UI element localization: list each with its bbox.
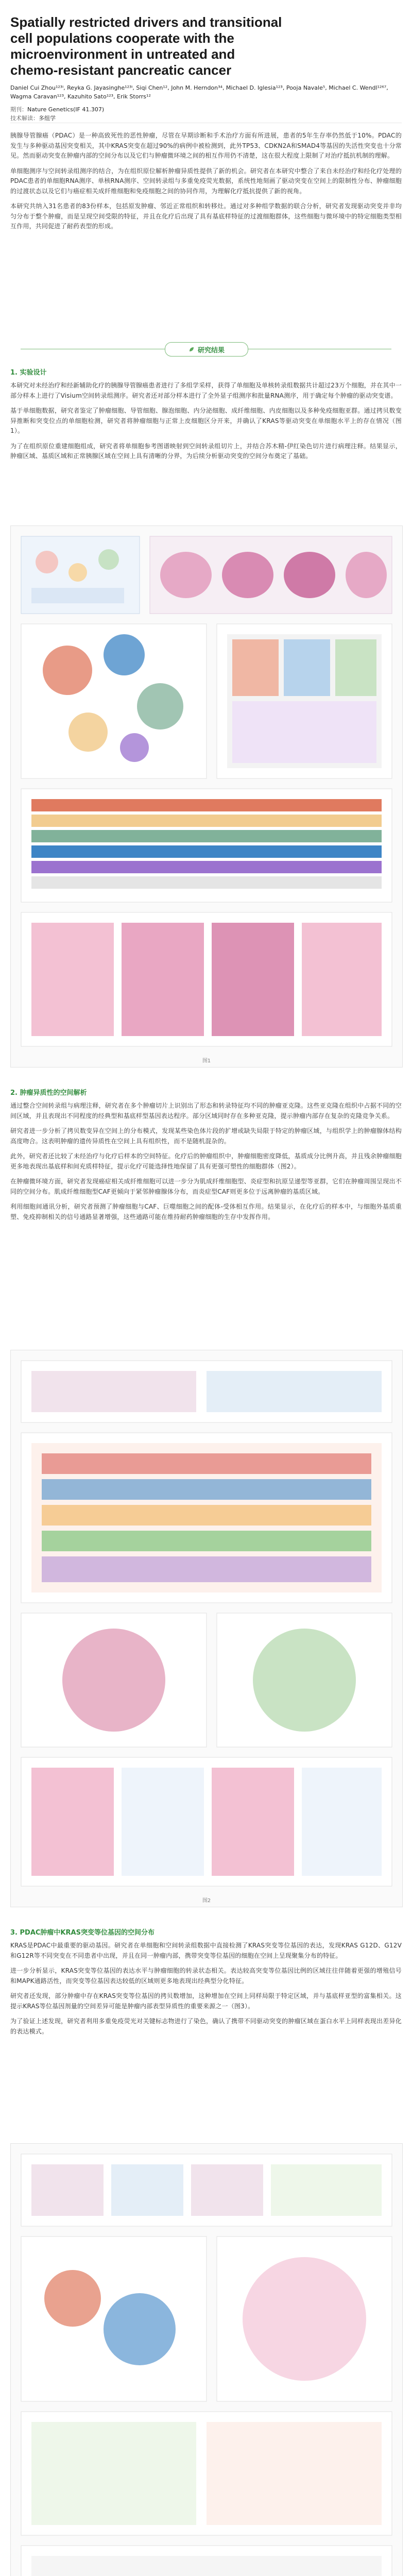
body-paragraph: 基于单细胞数据，研究者鉴定了肿瘤细胞、导管细胞、腺泡细胞、内分泌细胞、成纤维细胞、内皮细胞以及多种免疫细胞亚群。通过拷贝数变异推断和突变位点的单细胞检测，研究者将肿瘤细胞与正常上皮细胞区分开来，并确认了KRAS等驱动突变在单细胞水平上的存在情况（图1）。 — [10, 407, 402, 434]
body-paragraph: 进一步分析显示，KRAS突变等位基因的表达水平与肿瘤细胞的转录状态相关。表达较高突变等位基因比例的区域往往伴随着更强的增殖信号和MAPK通路活性，而突变等位基因表达较低的区域则更多地表现出经典型分化特征。 — [10, 1967, 402, 1985]
body-paragraph: KRAS是PDAC中最重要的驱动基因。研究者在单细胞和空间转录组数据中直接检测了KRAS突变等位基因的表达，发现KRAS G12D、G12V和G12R等不同突变在不同患者中出现，并且在同一肿瘤内部，携带突变等位基因的细胞在空间上呈现聚集分布的特征。 — [10, 1942, 402, 1959]
figure-2-graphic — [11, 1350, 401, 1896]
article-title: Spatially restricted drivers and transitional cell populations cooperate with the microenvironment in untreated and chemo-resistant pancreatic cancer — [10, 14, 282, 78]
section-banner — [0, 340, 412, 358]
figure-caption: 图2 — [202, 1898, 211, 1904]
body-paragraph: 在肿瘤微环境方面，研究者发现癌症相关成纤维细胞可以进一步分为肌成纤维细胞型、炎症型和抗原呈递型等亚群，它们在肿瘤周围呈现出不同的空间分布。肌成纤维细胞型CAF更倾向于紧邻肿瘤腺体分布，而炎症型CAF则更多位于远离肿瘤的基质区域。 — [10, 1178, 402, 1195]
body-paragraph: 利用细胞间通讯分析，研究者预测了肿瘤细胞与CAF、巨噬细胞之间的配体-受体相互作用。结果显示，在化疗后的样本中，与细胞外基质重塑、免疫抑制相关的信号通路显著增强，这些通路可能在维持耐药肿瘤细胞的生存中发挥作用。 — [10, 1203, 402, 1221]
body-paragraph: 为了在组织原位重建细胞组成，研究者将单细胞参考图谱映射到空间转录组切片上，并结合苏木精-伊红染色切片进行病理注释。结果显示，肿瘤区域、基质区域和正常胰腺区域在空间上具有清晰的分界，为后续分析驱动突变的空间分布奠定了基础。 — [10, 442, 402, 460]
result-2 — [10, 1087, 402, 1227]
intro-text — [10, 131, 402, 237]
result-1 — [10, 367, 402, 467]
figure-3 — [10, 2143, 403, 2576]
result-3 — [10, 1927, 402, 2042]
figure-1-graphic — [11, 526, 401, 1057]
body-paragraph: 本研究对未经治疗和经新辅助化疗的胰腺导管腺癌患者进行了多组学采样，获得了单细胞及单核转录组数据共计超过23万个细胞，并在其中一部分样本上进行了Visium空间转录组测序。研究者还对部分样本进行了全外显子组测序和批量RNA测序，用于确定每个肿瘤的驱动突变谱。 — [10, 382, 402, 399]
section-heading: 3. PDAC肿瘤中KRAS突变等位基因的空间分布 — [10, 1929, 154, 1937]
figure-caption: 图1 — [202, 1058, 211, 1064]
translator-info: 技术解读：多组学 — [10, 115, 56, 122]
author-list: Daniel Cui Zhou¹²³ⁱ, Reyka G. Jayasinghe¹²³ⁱ, Siqi Chen¹², John M. Herndon³⁴, Michael D. Iglesia¹²³, Pooja Navale⁵, Michael C. Wendl¹²⁶⁷, Wagma Caravan¹²³, Kazuhito Sato¹²³, Erik Storrs¹² — [10, 84, 388, 100]
section-heading: 1. 实验设计 — [10, 369, 47, 377]
body-paragraph: 为了验证上述发现，研究者利用多重免疫荧光对关键标志物进行了染色，确认了携带不同驱动突变的肿瘤区域在蛋白水平上同样表现出差异化的表达模式。 — [10, 2018, 402, 2035]
body-paragraph: 研究者还发现，部分肿瘤中存在KRAS突变等位基因的拷贝数增加，这种增加在空间上同样局限于特定区域，并与基底样亚型的富集相关。这提示KRAS等位基因剂量的空间差异可能是肿瘤内部表型异质性的重要来源之一（图3）。 — [10, 1992, 402, 2010]
figure-2 — [10, 1350, 403, 1907]
figure-1 — [10, 526, 403, 1067]
figure-3-graphic — [11, 2144, 401, 2576]
leaf-icon — [188, 346, 195, 352]
intro-paragraph: 本研究共纳入31名患者的83份样本，包括原发肿瘤、邻近正常组织和转移灶。通过对多种组学数据的联合分析，研究者发现驱动突变并非均匀分布于整个肿瘤，而是呈现空间受限的特征，并且在化疗后出现了具有基底样特征的过渡细胞群体，这些细胞与微环境中的特定细胞类型相互作用，共同促进了耐药表型的形成。 — [10, 202, 402, 230]
body-paragraph: 通过整合空间转录组与病理注释，研究者在多个肿瘤切片上识别出了形态和转录特征均不同的肿瘤亚克隆。这些亚克隆在组织中占据不同的空间区域，并且表现出不同程度的经典型和基底样型基因表达程序。部分区域同时存在多种亚克隆，提示肿瘤内部存在复杂的克隆竞争关系。 — [10, 1102, 402, 1120]
intro-paragraph: 胰腺导管腺癌（PDAC）是一种高致死性的恶性肿瘤，尽管在早期诊断和手术治疗方面有所进展，患者的5年生存率仍然低于10%。PDAC的发生与多种驱动基因突变相关，其中KRAS突变在超过90%的病例中被检测到，此外TP53、CDKN2A和SMAD4等基因的失活性突变也十分常见。然而驱动突变在肿瘤内部的空间分布以及它们与肿瘤微环境之间的相互作用仍不清楚，这在很大程度上限制了对治疗抵抗机制的理解。 — [10, 132, 402, 159]
intro-paragraph: 单细胞测序与空间转录组测序的结合，为在组织原位解析肿瘤异质性提供了新的机会。研究者在本研究中整合了来自未经治疗和经化疗处理的PDAC患者的单细胞RNA测序、单核RNA测序、空间转录组与多重免疫荧光数据，系统性地刻画了驱动突变在空间上的限制性分布、肿瘤细胞的过渡状态以及它们与癌症相关成纤维细胞和免疫细胞之间的协同作用，为理解化疗抵抗提供了新的视角。 — [10, 167, 402, 195]
section-heading: 2. 肿瘤异质性的空间解析 — [10, 1089, 87, 1097]
article-header — [10, 14, 402, 123]
banner-label: 研究结果 — [197, 346, 225, 354]
body-paragraph: 研究者进一步分析了拷贝数变异在空间上的分布模式，发现某些染色体片段的扩增或缺失局限于特定的肿瘤区域，与组织学上的肿瘤腺体结构高度吻合。这表明肿瘤的遗传异质性在空间上具有组织性，而不是随机混杂的。 — [10, 1127, 402, 1145]
body-paragraph: 此外，研究者还比较了未经治疗与化疗后样本的空间特征。化疗后的肿瘤组织中，肿瘤细胞密度降低，基质成分比例升高，并且残余肿瘤细胞更多地表现出基底样和间充质样特征，提示化疗可能选择性地保留了具有更强可塑性的细胞群体（图2）。 — [10, 1153, 402, 1170]
journal-info: 期刊：Nature Genetics(IF 41.307) — [10, 106, 105, 113]
